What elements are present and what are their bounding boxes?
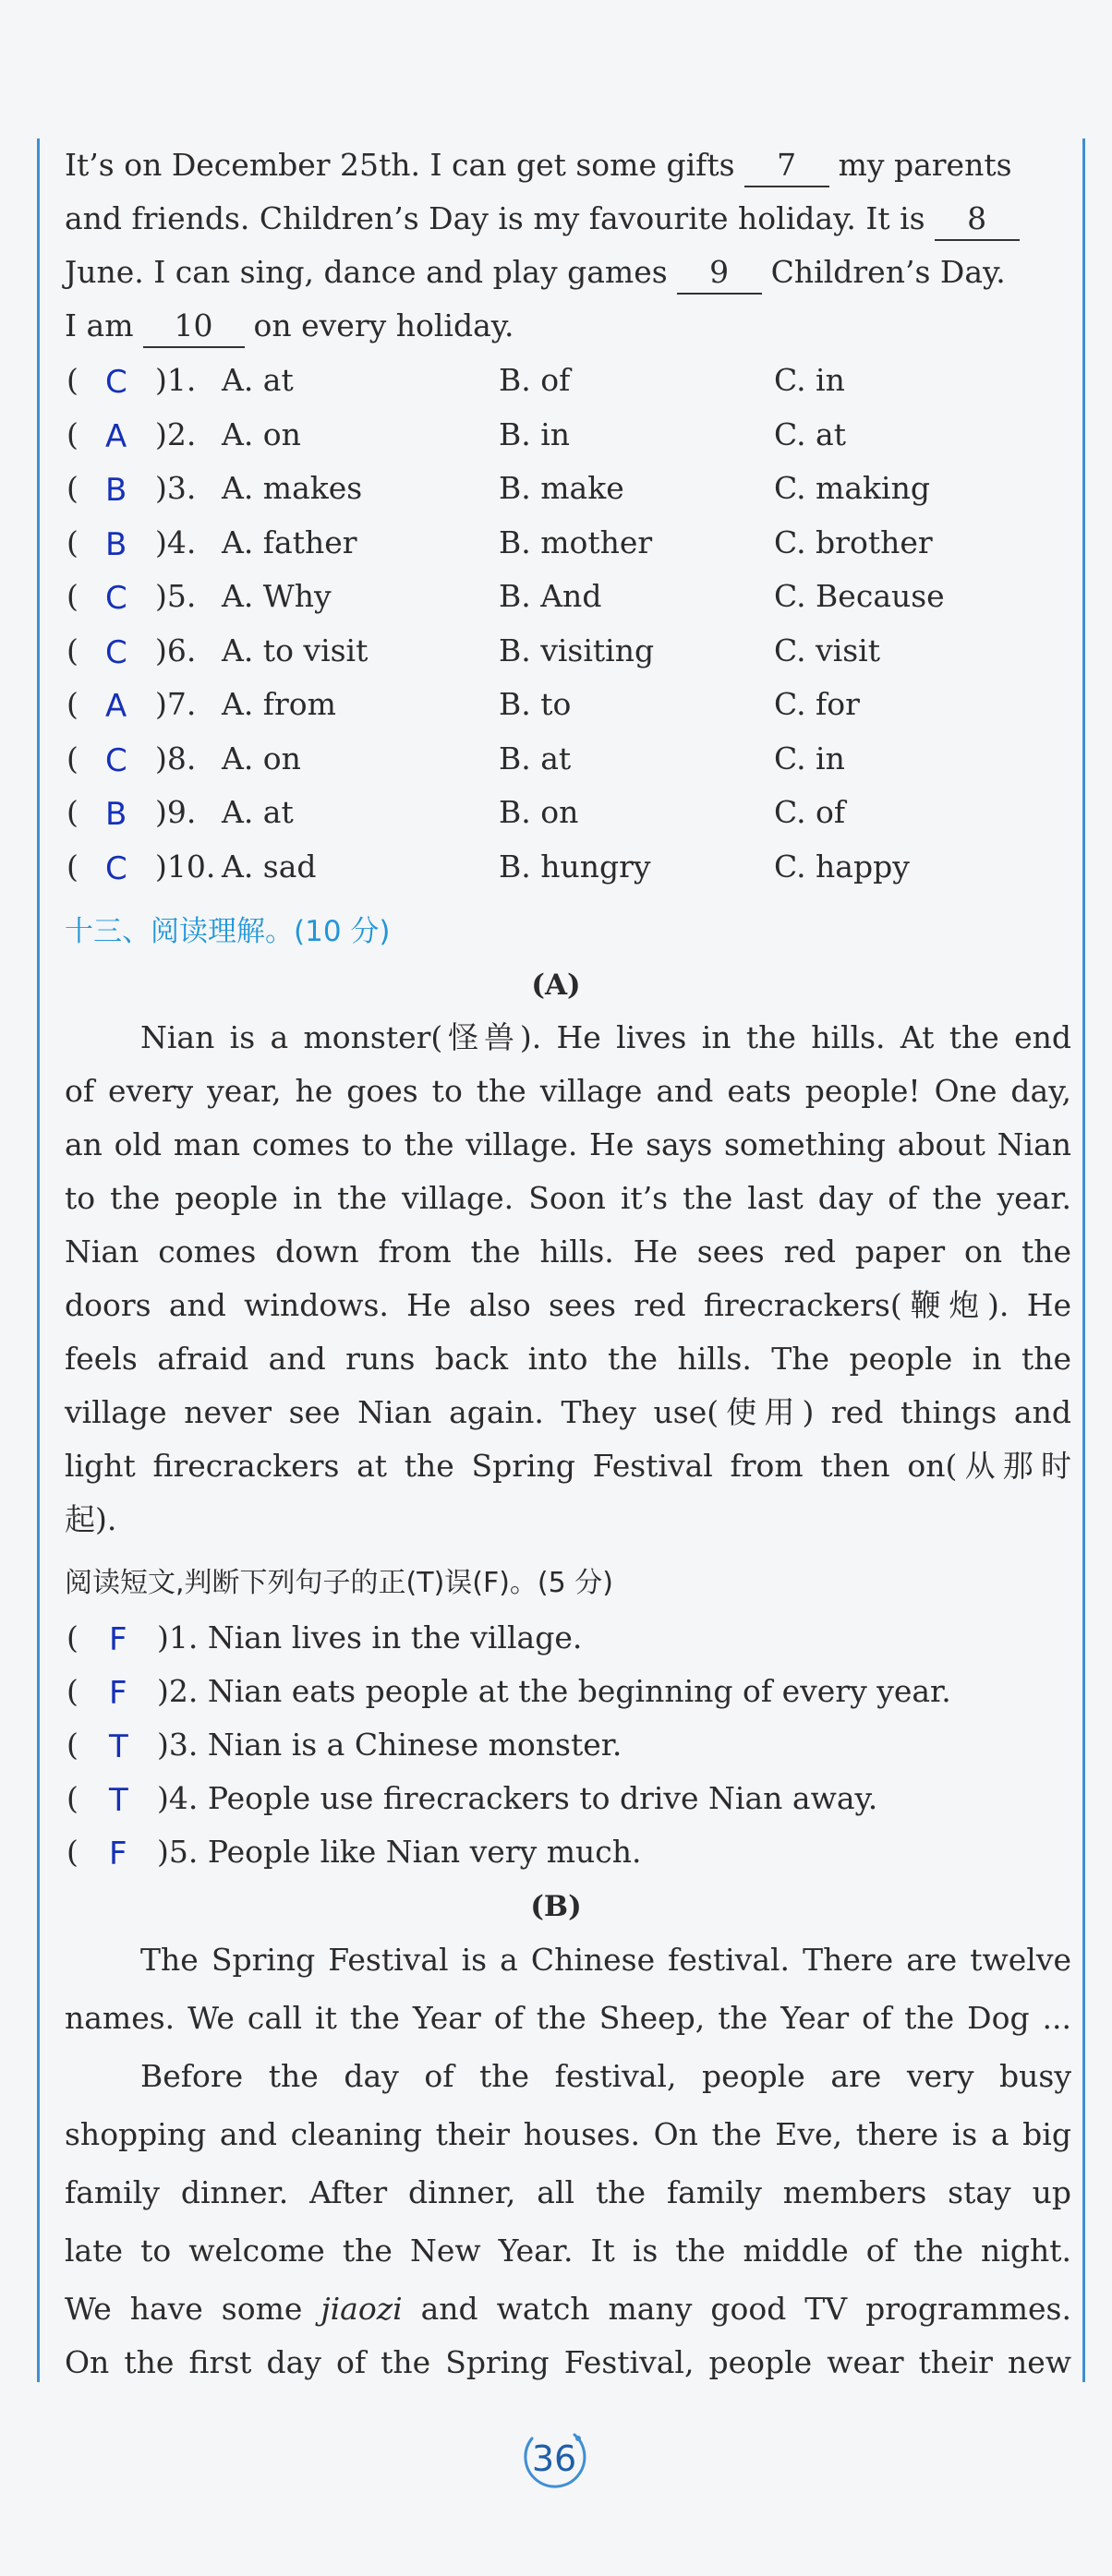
option-c: C. making — [774, 470, 930, 506]
passage-b-last-line: On the first day of the Spring Festival, people wear their new — [65, 2344, 1071, 2380]
tf-answer: T — [109, 1782, 128, 1819]
cloze-number: )8. — [155, 740, 197, 776]
passage-a-line: 起). — [65, 1501, 117, 1537]
option-c: C. in — [774, 740, 845, 776]
option-c: C. visit — [774, 632, 881, 668]
tf-question-text: )4. People use firecrackers to drive Nian away. — [157, 1780, 878, 1816]
tf-answer: T — [109, 1728, 128, 1765]
blank-8: 8 — [935, 199, 1020, 241]
option-a: A. at — [222, 362, 294, 398]
intro-text: Children’s Day. — [770, 254, 1006, 290]
section-title: 十三、阅读理解。(10 分) — [65, 915, 391, 948]
cloze-number: )6. — [155, 632, 197, 668]
cloze-answer: C — [105, 580, 127, 617]
passage-b-line: names. We call it the Year of the Sheep, the Year of the Dog ... — [65, 2000, 1071, 2036]
passage-text: and watch many good TV programmes. — [420, 2291, 1071, 2327]
option-b: B. on — [499, 794, 579, 830]
tf-instruction: 阅读短文,判断下列句子的正(T)误(F)。(5 分) — [65, 1567, 613, 1599]
cloze-answer: C — [105, 741, 127, 779]
option-c: C. in — [774, 362, 845, 398]
option-c: C. brother — [774, 524, 933, 560]
paren-open: ( — [66, 1673, 79, 1709]
option-c: C. happy — [774, 848, 910, 885]
option-b: B. mother — [499, 524, 653, 560]
paren-open: ( — [66, 415, 79, 452]
cloze-number: )5. — [155, 578, 197, 614]
option-a: A. sad — [222, 848, 317, 885]
option-b: B. of — [499, 362, 571, 398]
tf-answer: F — [109, 1675, 127, 1712]
paren-open: ( — [66, 1834, 79, 1870]
passage-a-label: (A) — [531, 969, 581, 1002]
tf-question-text: )1. Nian lives in the village. — [157, 1619, 583, 1655]
passage-b-line: Before the day of the festival, people are very busy — [140, 2058, 1071, 2094]
option-b: B. visiting — [499, 632, 655, 668]
cloze-answer: A — [105, 417, 127, 455]
passage-b-line: family dinner. After dinner, all the family members stay up — [65, 2174, 1071, 2210]
passage-a-line: doors and windows. He also sees red firecrackers(鞭炮). He — [65, 1287, 1071, 1323]
cloze-number: )1. — [155, 362, 197, 398]
option-a: A. to visit — [222, 632, 369, 668]
option-c: C. at — [774, 415, 846, 452]
passage-a-line: of every year, he goes to the village and eats people! One day, — [65, 1073, 1071, 1109]
right-margin-rule — [1082, 138, 1085, 2382]
intro-line-2 — [65, 192, 1071, 246]
cloze-number: )9. — [155, 794, 197, 830]
cloze-answer: B — [105, 525, 127, 563]
blank-10: 10 — [143, 306, 245, 348]
passage-b-line: late to welcome the New Year. It is the middle of the night. — [65, 2233, 1071, 2269]
paren-open: ( — [66, 686, 79, 722]
cloze-number: )10. — [155, 848, 216, 885]
blank-9: 9 — [677, 252, 762, 295]
intro-line-4 — [65, 299, 1071, 353]
paren-open: ( — [66, 470, 79, 506]
passage-a-line: village never see Nian again. They use(使用) red things and — [65, 1394, 1071, 1430]
cloze-number: )7. — [155, 686, 197, 722]
cloze-answer: B — [105, 796, 127, 833]
paren-open: ( — [66, 1727, 79, 1763]
option-b: B. at — [499, 740, 572, 776]
cloze-answer: C — [105, 633, 127, 671]
passage-a-line: an old man comes to the village. He says something about Nian — [65, 1126, 1071, 1162]
cloze-answer: B — [105, 472, 127, 509]
cloze-number: )3. — [155, 470, 197, 506]
paren-open: ( — [66, 1619, 79, 1655]
option-a: A. makes — [222, 470, 363, 506]
tf-answer: F — [109, 1621, 127, 1658]
cloze-answer: C — [105, 849, 127, 887]
option-a: A. from — [222, 686, 336, 722]
option-a: A. father — [222, 524, 357, 560]
paren-open: ( — [66, 578, 79, 614]
tf-question-text: )2. Nian eats people at the beginning of every year. — [157, 1673, 951, 1709]
cloze-answer: C — [105, 364, 127, 401]
intro-line-3 — [65, 246, 1071, 299]
option-a: A. at — [222, 794, 294, 830]
tf-answer: F — [109, 1836, 127, 1872]
paren-open: ( — [66, 1780, 79, 1816]
option-b: B. in — [499, 415, 571, 452]
cloze-answer: A — [105, 688, 127, 725]
passage-text: We have some — [65, 2291, 303, 2327]
option-c: C. Because — [774, 578, 945, 614]
paren-open: ( — [66, 740, 79, 776]
option-a: A. Why — [222, 578, 332, 614]
option-a: A. on — [222, 740, 301, 776]
passage-a-line: Nian comes down from the hills. He sees red paper on the — [65, 1234, 1071, 1270]
intro-text: and friends. Children’s Day is my favourite holiday. It is — [65, 200, 925, 236]
paren-open: ( — [66, 848, 79, 885]
paren-open: ( — [66, 362, 79, 398]
paren-open: ( — [66, 524, 79, 560]
option-a: A. on — [222, 415, 301, 452]
intro-text: I am — [65, 307, 134, 343]
option-b: B. And — [499, 578, 602, 614]
passage-b-line: The Spring Festival is a Chinese festival. There are twelve — [140, 1942, 1071, 1978]
cloze-number: )2. — [155, 415, 197, 452]
passage-a-line: to the people in the village. Soon it’s the last day of the year. — [65, 1180, 1071, 1216]
intro-text: my parents — [838, 147, 1012, 183]
option-c: C. of — [774, 794, 846, 830]
option-c: C. for — [774, 686, 860, 722]
intro-text: on every holiday. — [253, 307, 514, 343]
cloze-number: )4. — [155, 524, 197, 560]
intro-text: It’s on December 25th. I can get some gifts — [65, 147, 735, 183]
passage-a-line: Nian is a monster(怪兽). He lives in the hills. At the end — [140, 1019, 1071, 1055]
page-number: 36 — [531, 2438, 577, 2479]
tf-question-text: )5. People like Nian very much. — [157, 1834, 642, 1870]
passage-italic-word: jiaozi — [320, 2291, 403, 2327]
tf-question-text: )3. Nian is a Chinese monster. — [157, 1727, 622, 1763]
intro-text: June. I can sing, dance and play games — [65, 254, 668, 290]
blank-7: 7 — [744, 145, 829, 187]
left-margin-rule — [37, 138, 40, 2382]
option-b: B. hungry — [499, 848, 651, 885]
passage-b-line-jiaozi — [65, 2282, 1071, 2336]
passage-a-line: feels afraid and runs back into the hills. The people in the — [65, 1341, 1071, 1377]
paren-open: ( — [66, 794, 79, 830]
paren-open: ( — [66, 632, 79, 668]
passage-b-label: (B) — [530, 1890, 582, 1923]
passage-a-line: light firecrackers at the Spring Festival from then on(从那时 — [65, 1448, 1071, 1484]
intro-line-1 — [65, 138, 1071, 192]
option-b: B. to — [499, 686, 572, 722]
passage-b-line: shopping and cleaning their houses. On the Eve, there is a big — [65, 2116, 1071, 2152]
option-b: B. make — [499, 470, 624, 506]
